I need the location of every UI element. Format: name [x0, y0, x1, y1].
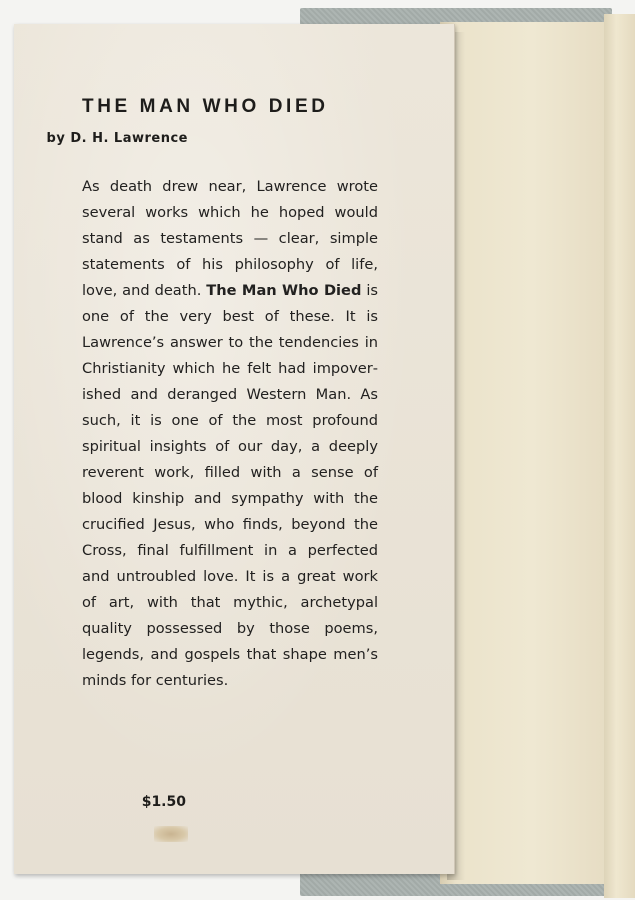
- blurb-part-1: As death drew near, Lawrence wrote several works which he hoped would stand as testaments — clear, simple statements of his philosophy of life, love, and death.: [82, 178, 378, 299]
- paper-stain: [154, 826, 188, 842]
- author-byline: by D. H. Lawrence: [46, 131, 188, 146]
- price-label: $1.50: [141, 794, 186, 810]
- blurb-part-2: is one of the very best of these. It is Lawrence’s answer to the tendencies in Christianity which he felt had impoverished and deranged Western Man. As such, it is one of the most profound spiritual insights of our day, a deeply reverent work, filled with a sense of blood kinship and sympathy with the crucified Jesus, who finds, beyond the Cross, final fulfillment in a perfected and untroubled love. It is a great work of art, with that mythic, archetypal quality possessed by those poems, legends, and gospels that shape men’s minds for centuries.: [82, 282, 378, 689]
- book-title: THE MAN WHO DIED: [82, 96, 329, 117]
- page-edge: [604, 14, 635, 898]
- blurb-bold-title: The Man Who Died: [206, 282, 362, 299]
- dust-jacket-flap: [14, 24, 455, 874]
- blurb-text: [82, 174, 378, 694]
- endpaper-page: [440, 22, 608, 884]
